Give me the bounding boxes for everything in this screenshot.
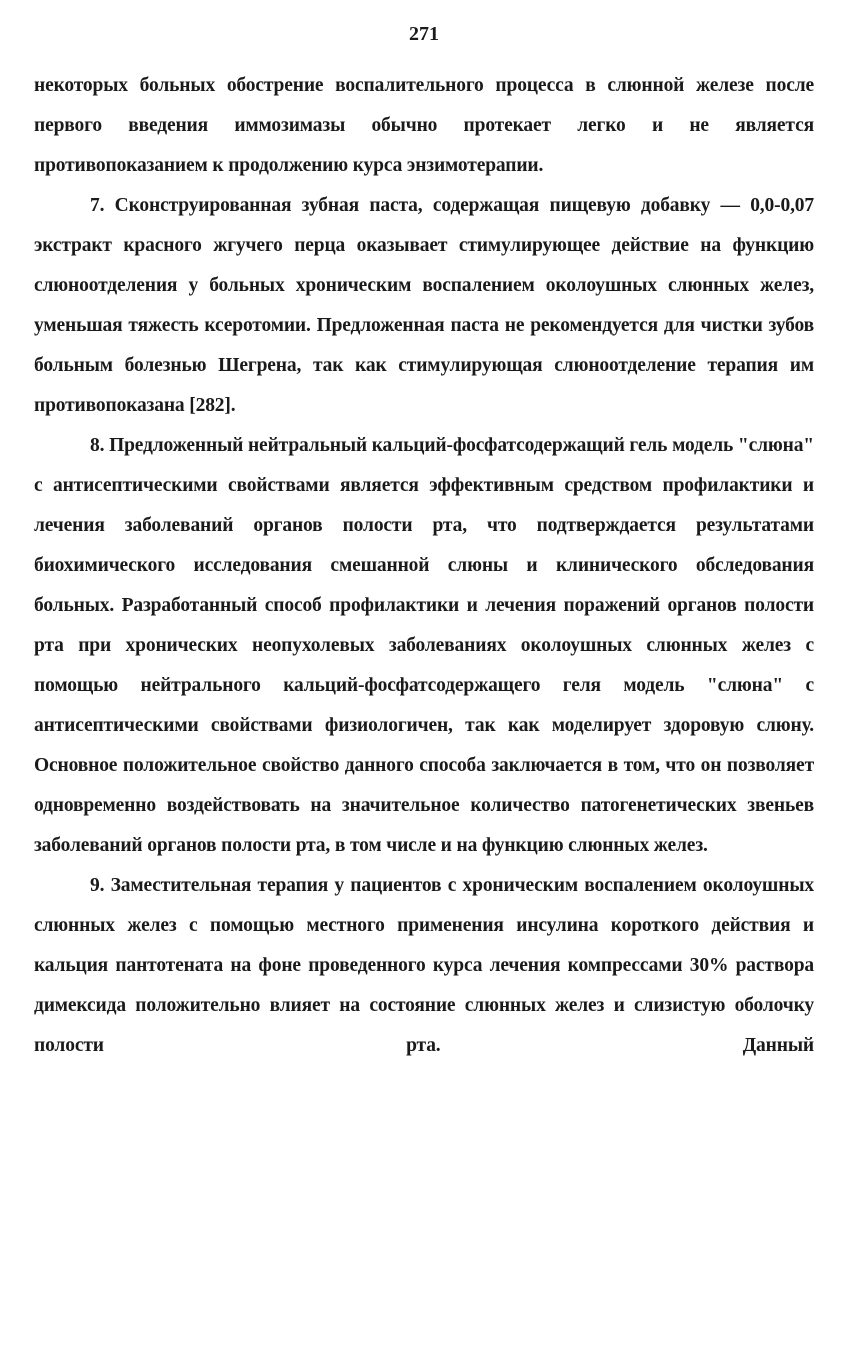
- paragraph-text: Предложенный нейтральный кальций-фосфатсодержащий гель модель "слюна" с антисептическими свойствами является эффективным средством профилактики и лечения заболеваний органов полости рта, что подтверждается результатами биохимического исследования смешанной слюны и клинического обследования больных. Разработанный способ профилактики и лечения поражений органов полости рта при хронических неопухолевых заболеваниях околоушных слюнных желез с помощью нейтрального кальций-фосфатсодержащего геля модель "слюна" с антисептическими свойствами физиологичен, так как моделирует здоровую слюну. Основное положительное свойство данного способа заключается в том, что он позволяет одновременно воздействовать на значительное количество патогенетических звеньев заболеваний органов полости рта, в том числе и на функцию слюнных желез.: [34, 435, 814, 856]
- paragraph-text: Сконструированная зубная паста, содержащая пищевую добавку — 0,0-0,07 экстракт красного жгучего перца оказывает стимулирующее действие на функцию слюноотделения у больных хроническим воспалением околоушных слюнных желез, уменьшая тяжесть ксеротомии. Предложенная паста не рекомендуется для чистки зубов больным болезнью Шегрена, так как стимулирующая слюноотделение терапия им противопоказана [282].: [34, 195, 814, 416]
- paragraph-item-8: [34, 426, 814, 866]
- paragraph-number: 7.: [90, 195, 105, 216]
- document-page: [34, 0, 814, 1066]
- paragraph-text: Заместительная терапия у пациентов с хроническим воспалением околоушных слюнных желез с помощью местного применения инсулина короткого действия и кальция пантотената на фоне проведенного курса лечения компрессами 30% раствора димексида положительно влияет на состояние слюнных желез и слизистую оболочку полости рта. Данный: [34, 875, 814, 1056]
- page-number: 271: [409, 23, 439, 45]
- paragraph-item-7: [34, 186, 814, 426]
- paragraph-text: некоторых больных обострение воспалительного процесса в слюнной железе после первого введения иммозимазы обычно протекает легко и не является противопоказанием к продолжению курса энзимотерапии.: [34, 75, 814, 176]
- paragraph-number: 9.: [90, 875, 105, 896]
- paragraph-item-9: [34, 866, 814, 1066]
- paragraph-number: 8.: [90, 435, 105, 456]
- paragraph-continuation: [34, 66, 814, 186]
